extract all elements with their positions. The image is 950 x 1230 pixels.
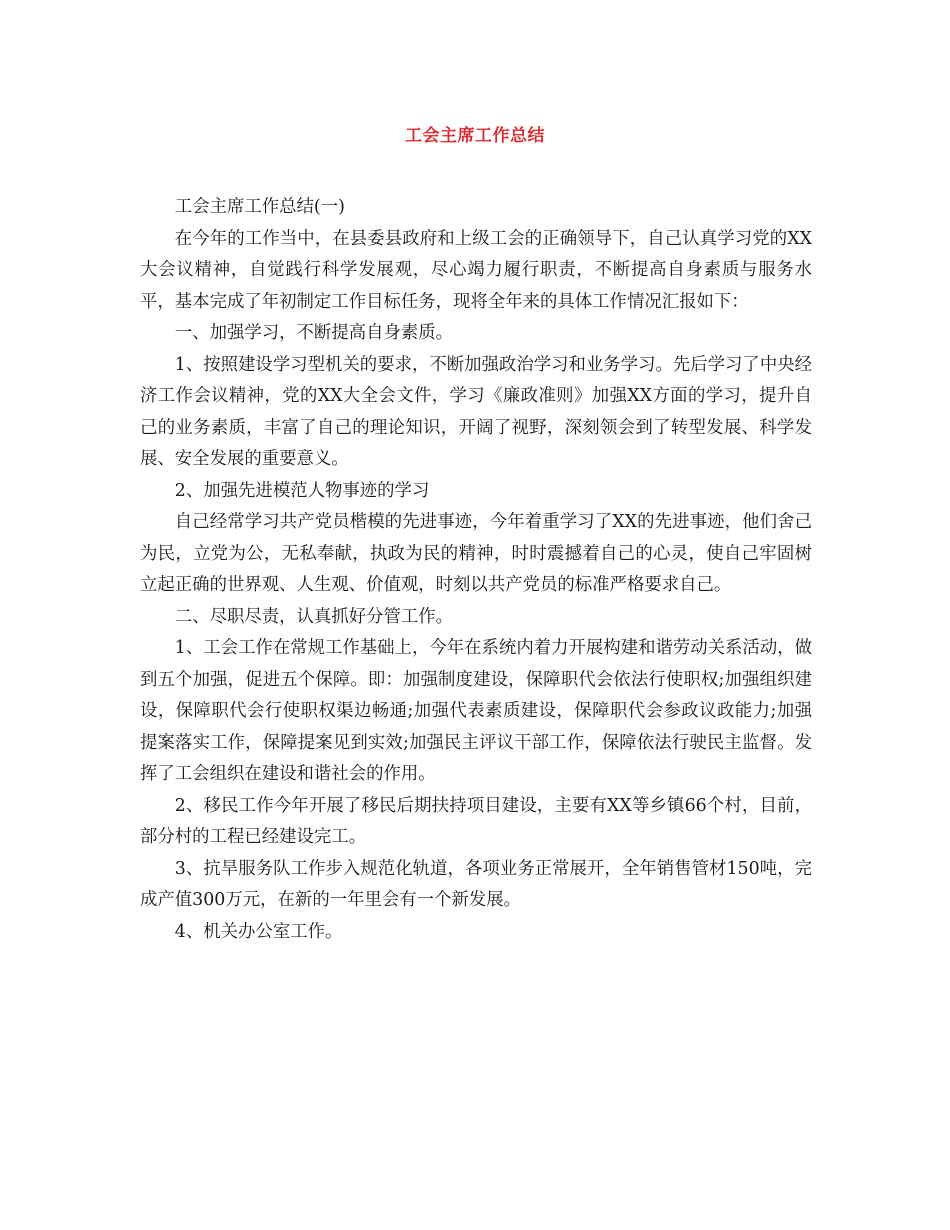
paragraph: 2、移民工作今年开展了移民后期扶持项目建设，主要有XX等乡镇66个村，目前，部分村的工程已经建设完工。: [140, 795, 812, 847]
document-title: 工会主席工作总结: [405, 126, 545, 146]
paragraph: 工会主席工作总结(一): [174, 197, 345, 217]
paragraph: 3、抗旱服务队工作步入规范化轨道，各项业务正常展开，全年销售管材150吨，完成产值300万元，在新的一年里会有一个新发展。: [140, 858, 812, 910]
paragraph: 4、机关办公室工作。: [174, 921, 343, 942]
paragraph: 二、尽职尽责，认真抓好分管工作。: [174, 606, 454, 627]
paragraph: 一、加强学习，不断提高自身素质。: [174, 323, 454, 343]
paragraph: 在今年的工作当中，在县委县政府和上级工会的正确领导下，自己认真学习党的XX大会议精神，自觉践行科学发展观，尽心竭力履行职责，不断提高自身素质与服务水平，基本完成了年初制定工作目标任务，现将全年来的具体工作情况汇报如下：: [140, 228, 812, 312]
document-body: [140, 192, 812, 948]
paragraph: 2、加强先进模范人物事迹的学习: [174, 480, 430, 501]
paragraph: 1、工会工作在常规工作基础上，今年在系统内着力开展构建和谐劳动关系活动，做到五个加强，促进五个保障。即：加强制度建设，保障职代会依法行使职权;加强组织建设，保障职代会行使职权渠边畅通;加强代表素质建设，保障职代会参政议政能力;加强提案落实工作，保障提案见到实效;加强民主评议干部工作，保障依法行驶民主监督。发挥了工会组织在建设和谐社会的作用。: [140, 638, 812, 784]
paragraph: 自己经常学习共产党员楷模的先进事迹，今年着重学习了XX的先进事迹，他们舍己为民，立党为公，无私奉献，执政为民的精神，时时震撼着自己的心灵，使自己牢固树立起正确的世界观、人生观、价值观，时刻以共产党员的标准严格要求自己。: [140, 512, 812, 595]
paragraph: 1、按照建设学习型机关的要求，不断加强政治学习和业务学习。先后学习了中央经济工作会议精神，党的XX大全会文件，学习《廉政准则》加强XX方面的学习，提升自己的业务素质，丰富了自己的理论知识，开阔了视野，深刻领会到了转型发展、科学发展、安全发展的重要意义。: [140, 354, 812, 469]
